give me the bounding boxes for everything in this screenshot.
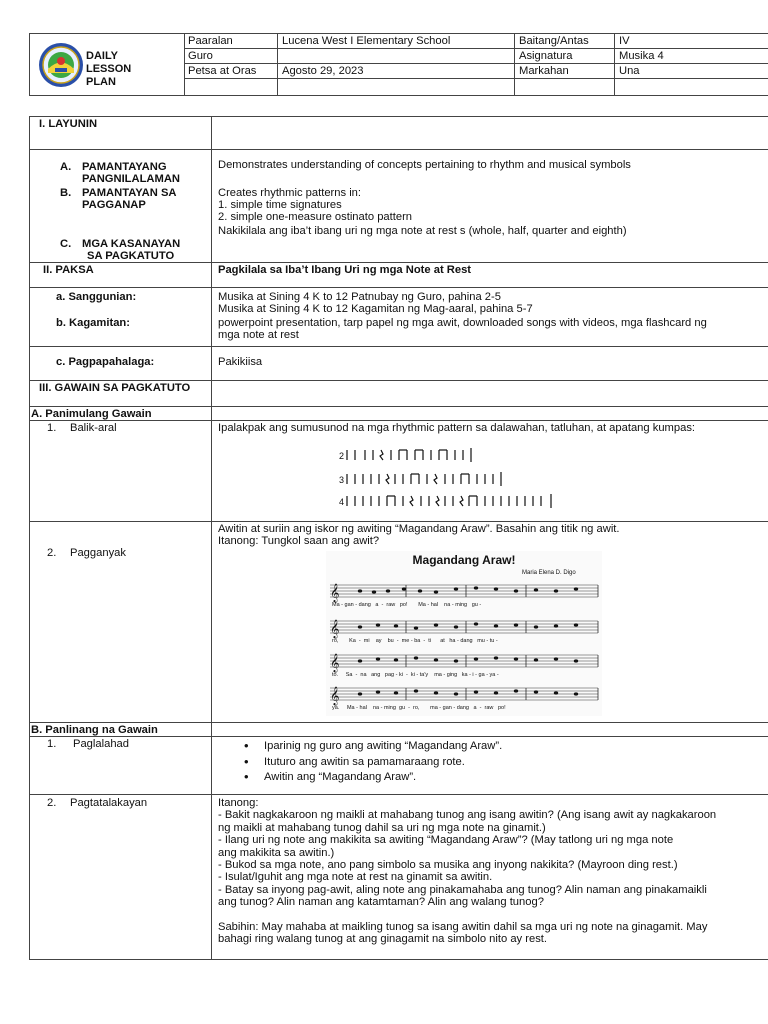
svg-text:𝄞: 𝄞 <box>330 686 340 705</box>
section-a-value: Demonstrates understanding of concepts pertaining to rhythm and musical symbols <box>218 159 631 171</box>
balik-aral-number: 1. <box>47 422 57 434</box>
section-b-title-2: PAGGANAP <box>82 199 146 211</box>
paglalahad-number: 1. <box>47 738 57 750</box>
section-b-line-3: 2. simple one-measure ostinato pattern <box>218 211 413 223</box>
sanggunian-line-2: Musika at Sining 4 K to 12 Kagamitan ng Mag-aaral, pahina 5-7 <box>218 303 533 315</box>
markahan-value: Una <box>619 65 640 77</box>
header-divider <box>514 33 515 96</box>
lyrics-line-3: to. Sa - na ang pag - ki - ki - ta'y ma - ging ka - i - ga - ya - <box>332 672 499 678</box>
pagganyak-number: 2. <box>47 547 57 559</box>
section-c-title: MGA KASANAYAN <box>82 238 181 250</box>
pagtatalakayan-line: - Isulat/Iguhit ang mga note at rest na ginamit sa awitin. <box>218 871 493 884</box>
row-divider <box>29 722 768 723</box>
lyrics-line-2: ro, Ka - mi ay bu - me - ba - ti at ha - dang mu - tu - <box>332 638 498 644</box>
asignatura-label: Asignatura <box>519 50 573 62</box>
pagtatalakayan-label: Pagtatalakayan <box>70 797 148 809</box>
pagtatalakayan-line: ang makikita sa awitin.) <box>218 846 335 859</box>
pagtatalakayan-line: - Bakit nagkakaroon ng maikli at mahabang tunog ang isang awitin? (Ang isang awit ay nagkakaroon <box>218 809 717 822</box>
pagpapahalaga-label: c. Pagpapahalaga: <box>56 356 155 368</box>
pagganyak-label: Pagganyak <box>70 547 126 559</box>
paaralan-label: Paaralan <box>188 35 233 47</box>
pagtatalakayan-text <box>218 797 716 946</box>
pagtatalakayan-line: ng maikli at mahabang tunog dahil sa uri ng mga note na ginamit.) <box>218 821 546 834</box>
header-divider <box>184 78 768 79</box>
balik-aral-label: Balik-aral <box>70 422 117 434</box>
score-title: Magandang Araw! <box>412 553 516 567</box>
paksa-value: Pagkilala sa Iba’t Ibang Uri ng mga Note at Rest <box>218 264 472 276</box>
paaralan-value: Lucena West I Elementary School <box>282 35 451 47</box>
rhythm-number-4: 4 <box>339 497 345 507</box>
paglalahad-label: Paglalahad <box>73 738 129 750</box>
panlinang-heading: B. Panlinang na Gawain <box>31 724 158 736</box>
markahan-label: Markahan <box>519 65 569 77</box>
pagtatalakayan-line: - Ilang uri ng note ang makikita sa awiting “Magandang Araw”? (May tatlong uri ng mga note <box>218 834 674 847</box>
section-b-letter: B. <box>60 187 72 199</box>
gawain-heading: III. GAWAIN SA PAGKATUTO <box>39 382 191 394</box>
score-composer: Maria Elena D. Digo <box>522 570 576 576</box>
header-divider <box>277 33 278 96</box>
rhythm-number-2: 2 <box>339 451 345 461</box>
rhythm-number-3: 3 <box>339 475 345 485</box>
sanggunian-label: a. Sanggunian: <box>56 291 137 303</box>
column-divider <box>211 116 212 960</box>
pagtatalakayan-line: Itanong: <box>218 797 259 809</box>
section-a-title-2: PANGNILALAMAN <box>82 173 180 185</box>
row-divider <box>29 149 768 150</box>
baitang-label: Baitang/Antas <box>519 35 589 47</box>
section-a-title: PAMANTAYANG <box>82 161 167 173</box>
school-seal-logo <box>38 42 84 88</box>
section-b-line-1: Creates rhythmic patterns in: <box>218 187 362 199</box>
paglalahad-item: • Ituturo ang awitin sa pamamaraang rote. <box>234 756 502 772</box>
section-b-line-2: 1. simple time signatures <box>218 199 342 211</box>
kagamitan-label: b. Kagamitan: <box>56 317 130 329</box>
asignatura-value: Musika 4 <box>619 50 664 62</box>
section-c-value: Nakikilala ang iba’t ibang uri ng mga note at rest s (whole, half, quarter and eighth) <box>218 225 627 237</box>
music-staff-drawing <box>326 551 602 716</box>
header-divider <box>184 33 185 96</box>
paglalahad-list <box>234 740 502 787</box>
pagpapahalaga-value: Pakikiisa <box>218 356 263 368</box>
layunin-heading: I. LAYUNIN <box>39 118 98 130</box>
section-c-title-2: SA PAGKATUTO <box>87 250 175 262</box>
pagtatalakayan-line: bahagi ring walang tunog at ang ginagamit na simbolo nito ay rest. <box>218 933 547 946</box>
row-divider <box>29 521 768 522</box>
pagtatalakayan-line: Sabihin: May mahaba at maikling tunog sa isang awitin dahil sa mga uri ng note na ginagamit. May <box>218 921 708 934</box>
row-divider <box>29 380 768 381</box>
pagganyak-line-1: Awitin at suriin ang iskor ng awiting “Magandang Araw”. Basahin ang titik ng awit. <box>218 523 620 535</box>
row-divider <box>29 346 768 347</box>
header-divider <box>184 63 768 64</box>
row-divider <box>29 794 768 795</box>
panimulang-heading: A. Panimulang Gawain <box>31 408 152 420</box>
balik-aral-value: Ipalakpak ang sumusunod na mga rhythmic pattern sa dalawahan, tatluhan, at apatang kumpas: <box>218 422 696 434</box>
header-divider <box>614 33 615 96</box>
svg-text:𝄞: 𝄞 <box>330 619 340 638</box>
section-b-title: PAMANTAYAN SA <box>82 187 177 199</box>
petsa-value: Agosto 29, 2023 <box>282 65 364 77</box>
paglalahad-item: • Awitin ang “Magandang Araw”. <box>234 771 502 787</box>
petsa-label: Petsa at Oras <box>188 65 257 77</box>
section-c-letter: C. <box>60 238 72 250</box>
section-a-letter: A. <box>60 161 72 173</box>
rhythm-patterns-image <box>335 440 565 514</box>
paksa-heading: II. PAKSA <box>43 264 94 276</box>
lyrics-line-1: Ma - gan - dang a - raw po! Ma - hal na - ming gu - <box>332 602 482 608</box>
pagtatalakayan-number: 2. <box>47 797 57 809</box>
paglalahad-item: • Iparinig ng guro ang awiting “Magandang Araw”. <box>234 740 502 756</box>
pagtatalakayan-line: - Bukod sa mga note, ano pang simbolo sa musika ang inyong nakikita? (Mayroon ding rest.) <box>218 859 678 872</box>
kagamitan-line-2: mga note at rest <box>218 329 299 341</box>
guro-label: Guro <box>188 50 213 62</box>
row-divider <box>29 287 768 288</box>
song-score-image <box>326 551 602 716</box>
svg-text:𝄞: 𝄞 <box>330 653 340 672</box>
row-divider <box>29 406 768 407</box>
pagtatalakayan-line: ang tunog? Alin naman ang katamtaman? Alin ang walang tunog? <box>218 896 544 909</box>
pagtatalakayan-line <box>218 909 716 921</box>
pagtatalakayan-line: - Batay sa inyong pag-awit, aling note ang pinakamahaba ang tunog? Alin naman ang pinakamaikli <box>218 883 707 896</box>
daily-lesson-plan-title: DAILY LESSON PLAN <box>86 50 132 88</box>
kagamitan-line-1: powerpoint presentation, tarp papel ng mga awit, downloaded songs with videos, mga flashcard ng <box>218 317 707 329</box>
header-divider <box>184 48 768 49</box>
svg-text:𝄞: 𝄞 <box>330 583 340 602</box>
lyrics-line-4: ya. Ma - hal na - ming gu - ro, ma - gan - dang a - raw po! <box>332 705 506 711</box>
sanggunian-line-1: Musika at Sining 4 K to 12 Patnubay ng Guro, pahina 2-5 <box>218 291 501 303</box>
pagganyak-line-2: Itanong: Tungkol saan ang awit? <box>218 535 380 547</box>
baitang-value: IV <box>619 35 630 47</box>
